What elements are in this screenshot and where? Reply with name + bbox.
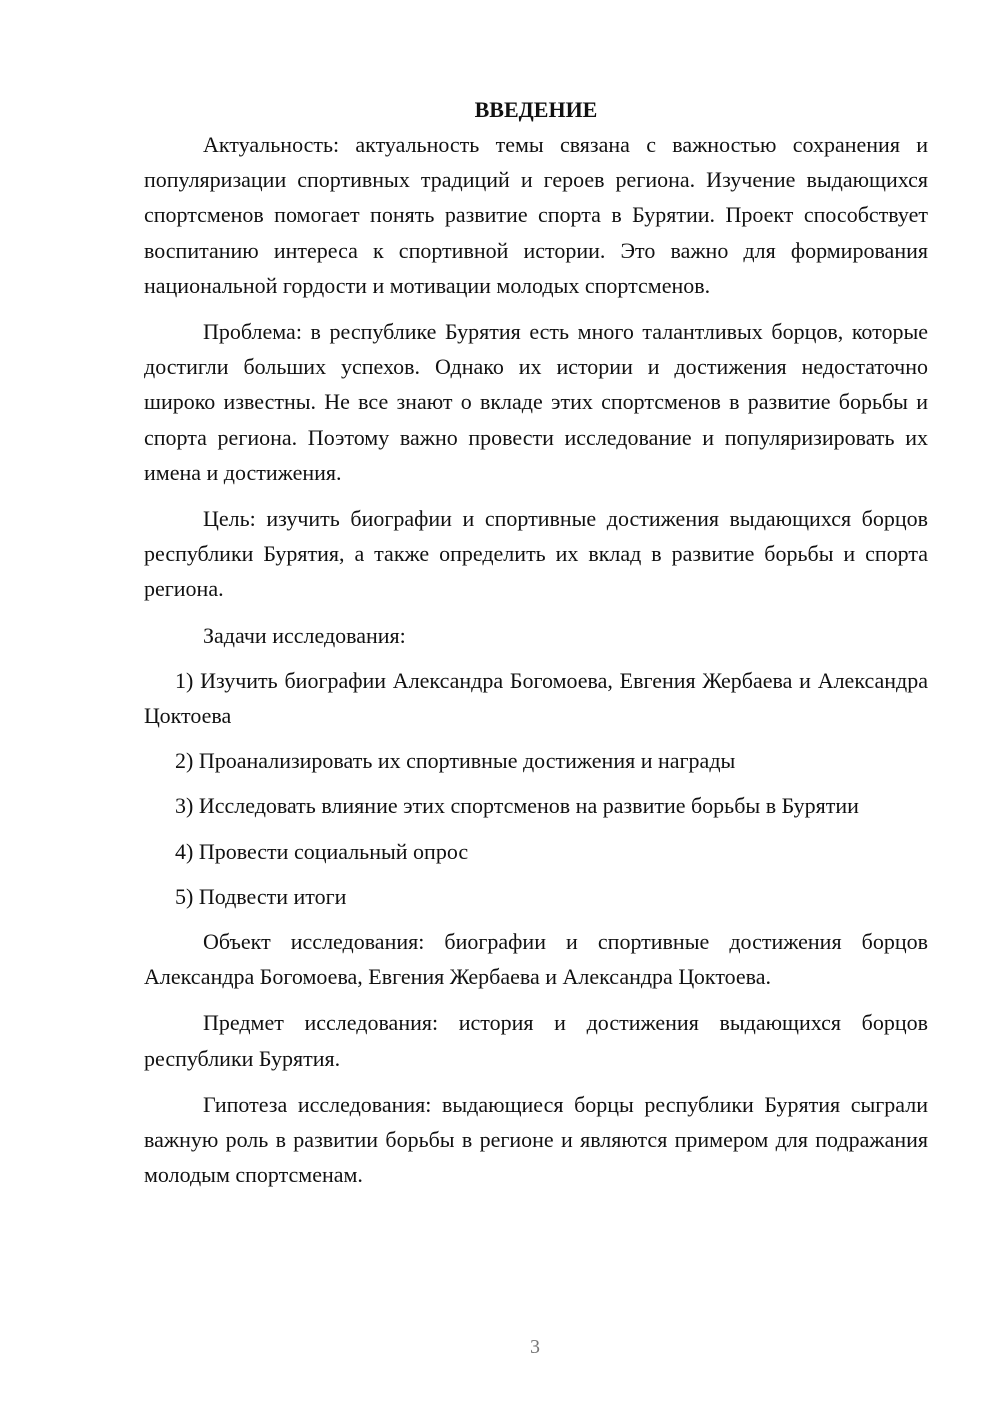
- paragraph-relevance: Актуальность: актуальность темы связана с важностью сохранения и популяризации спортивных традиций и героев региона. Изучение выдающихся спортсменов помогает понять развитие спорта в Бурятии. Проект способствует воспитанию интереса к спортивной истории. Это важно для формирования национальной гордости и мотивации молодых спортсменов.: [144, 132, 928, 298]
- page-content: [144, 95, 928, 1203]
- paragraph-subject: Предмет исследования: история и достижения выдающихся борцов республики Бурятия.: [144, 1010, 928, 1071]
- task-item-5: 5) Подвести итоги: [175, 883, 347, 909]
- task-item-1: 1) Изучить биографии Александра Богомоева, Евгения Жербаева и Александра Цоктоева: [144, 667, 928, 729]
- tasks-heading: Задачи исследования:: [203, 622, 406, 648]
- task-item-3: 3) Исследовать влияние этих спортсменов на развитие борьбы в Бурятии: [175, 793, 859, 819]
- page-number: 3: [530, 1336, 540, 1358]
- paragraph-hypothesis: Гипотеза исследования: выдающиеся борцы республики Бурятия сыграли важную роль в развитии борьбы в регионе и являются примером для подражания молодым спортсменам.: [144, 1091, 928, 1188]
- task-item-2: 2) Проанализировать их спортивные достижения и награды: [175, 748, 736, 774]
- paragraph-problem: Проблема: в республике Бурятия есть много талантливых борцов, которые достигли больших успехов. Однако их истории и достижения недостаточно широко известны. Не все знают о вкладе этих спортсменов в развитие борьбы и спорта региона. Поэтому важно провести исследование и популяризировать их имена и достижения.: [144, 319, 928, 485]
- section-title: ВВЕДЕНИЕ: [474, 97, 598, 122]
- paragraph-object: Объект исследования: биографии и спортивные достижения борцов Александра Богомоева, Евгения Жербаева и Александра Цоктоева.: [144, 929, 928, 990]
- paragraph-goal: Цель: изучить биографии и спортивные достижения выдающихся борцов республики Бурятия, а также определить их вклад в развитие борьбы и спорта региона.: [144, 506, 928, 602]
- task-item-4: 4) Провести социальный опрос: [175, 838, 469, 864]
